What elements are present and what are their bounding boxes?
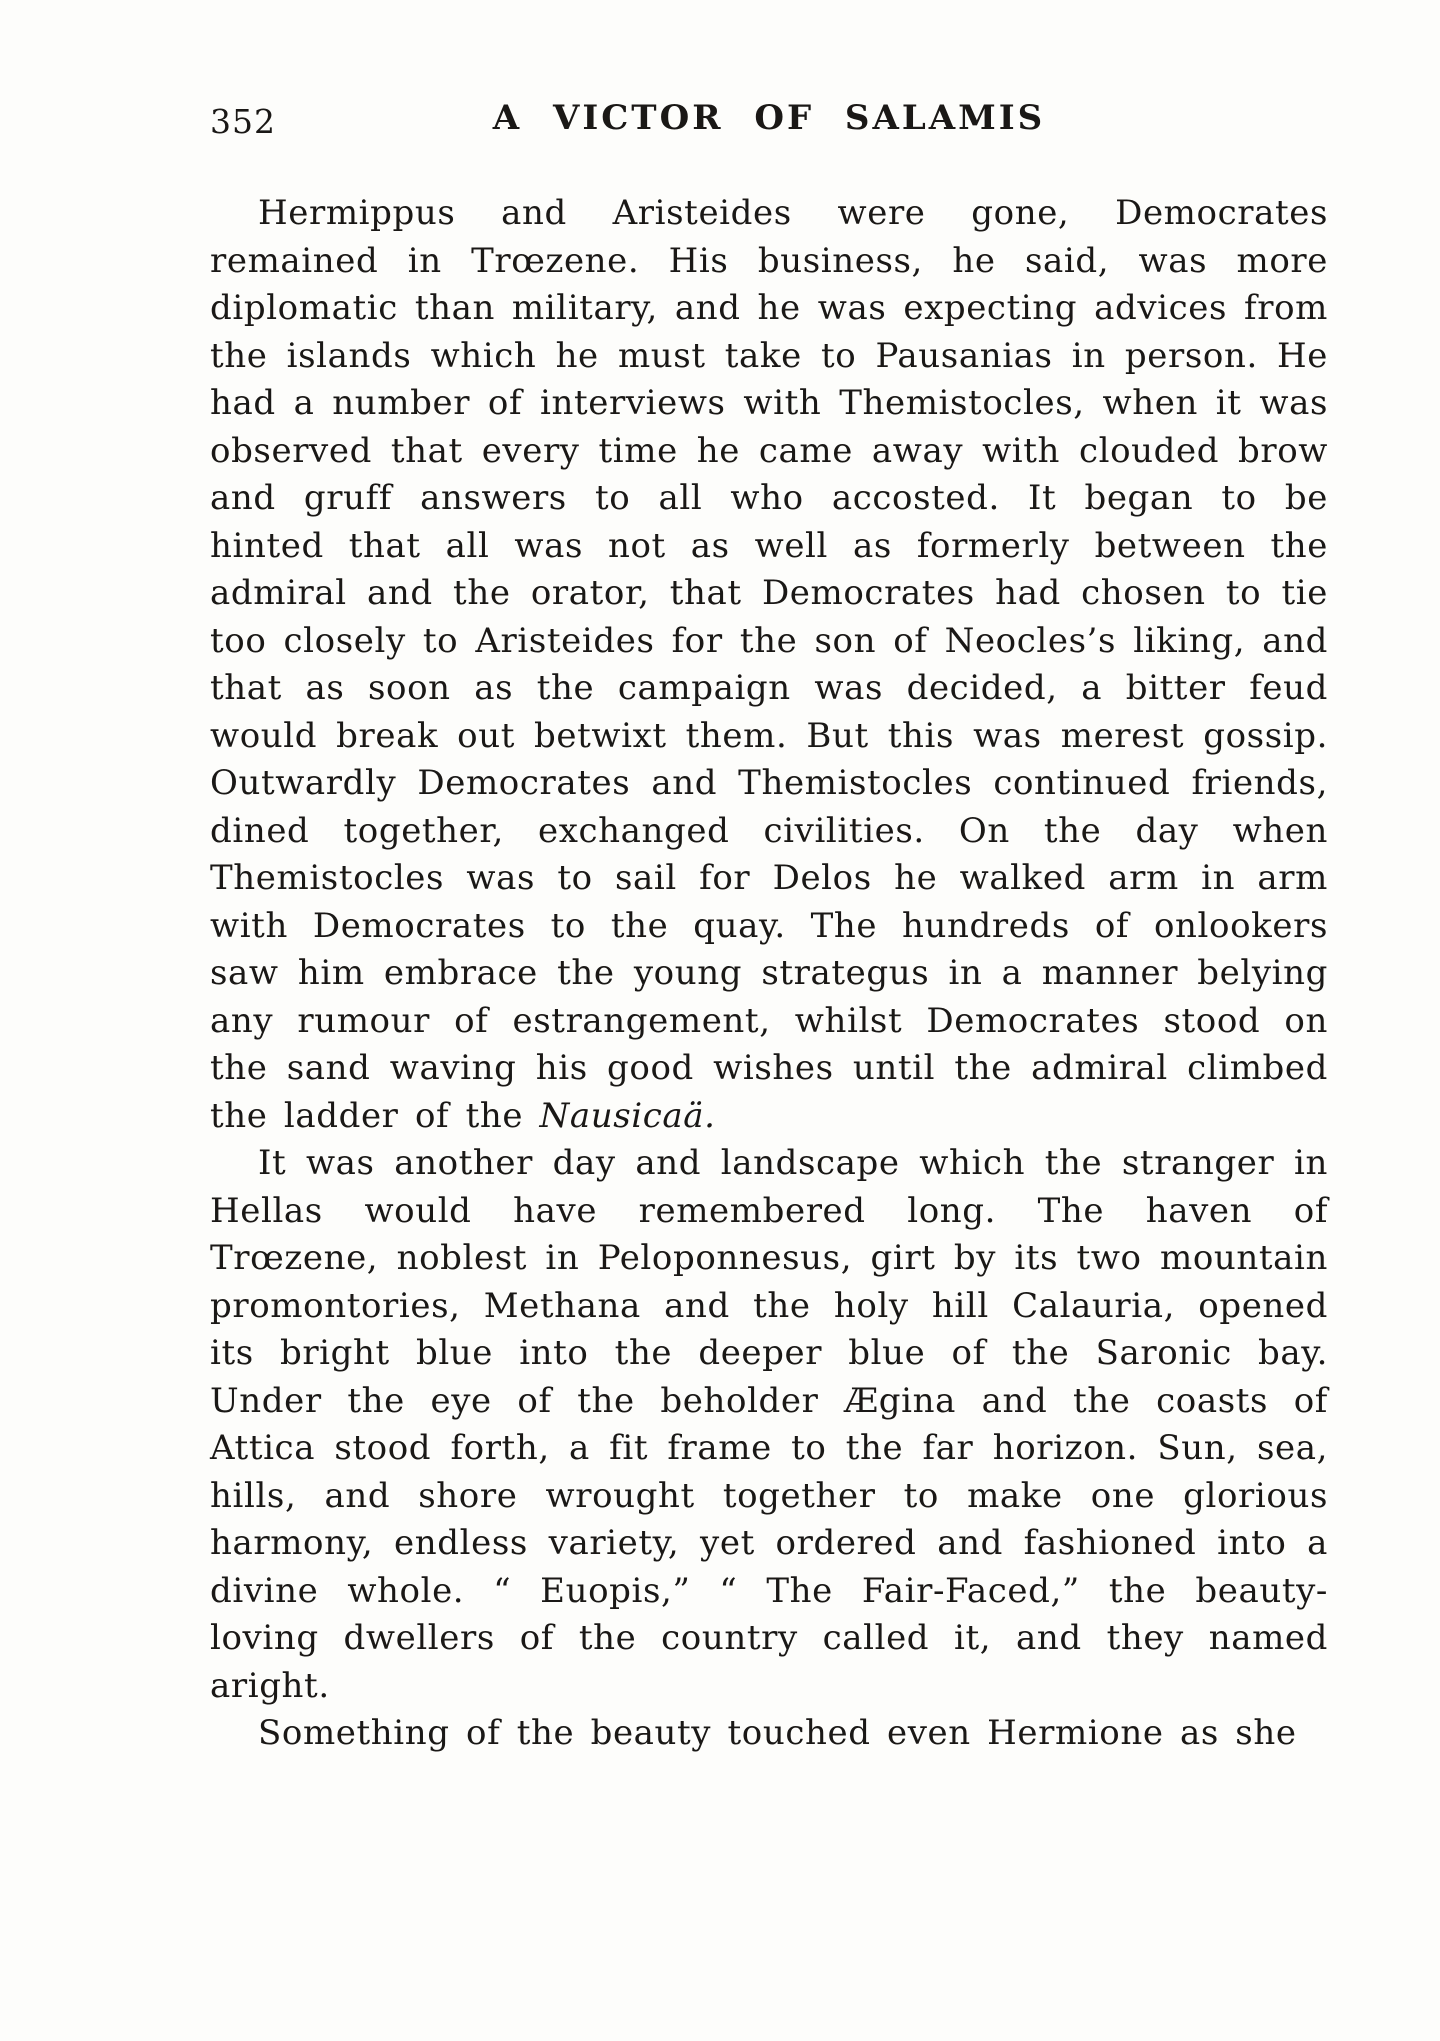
page-number: 352	[210, 102, 276, 141]
paragraph-1	[210, 190, 1328, 1140]
paragraph-1-text: Hermippus and Aristeides were gone, Democrates remained in Trœzene. His business, he said, was more diplomatic than military, and he was expecting advices from the islands which he must take to Pausanias in person. He had a number of interviews with Themistocles, when it was observed that every time he came away with clouded brow and gruff answers to all who accosted. It began to be hinted that all was not as well as formerly between the admiral and the orator, that Democrates had chosen to tie too closely to Aristeides for the son of Neocles’s liking, and that as soon as the campaign was decided, a bitter feud would break out betwixt them. But this was merest gossip. Outwardly Democrates and Themistocles continued friends, dined together, exchanged civilities. On the day when Themistocles was to sail for Delos he walked arm in arm with Democrates to the quay. The hundreds of onlookers saw him embrace the young strategus in a manner belying any rumour of estrangement, whilst Democrates stood on the sand waving his good wishes until the admiral climbed the ladder of the	[210, 193, 1328, 1136]
page-header	[210, 98, 1328, 148]
ship-name-italic: Nausicaä.	[539, 1095, 716, 1136]
running-title: A VICTOR OF SALAMIS	[492, 98, 1046, 138]
paragraph-3: Something of the beauty touched even Hermione as she	[258, 1713, 1297, 1753]
paragraph-2: It was another day and landscape which the stranger in Hellas would have remembered long. The haven of Trœzene, noblest in Peloponnesus, girt by its two mountain promontories, Methana and the holy hill Calauria, opened its bright blue into the deeper blue of the Saronic bay. Under the eye of the beholder Ægina and the coasts of Attica stood forth, a fit frame to the far horizon. Sun, sea, hills, and shore wrought together to make one glorious harmony, endless variety, yet ordered and fashioned into a divine whole. “ Euopis,” “ The Fair-Faced,” the beauty-loving dwellers of the country called it, and they named aright.	[210, 1143, 1328, 1706]
page-body	[210, 190, 1328, 1758]
